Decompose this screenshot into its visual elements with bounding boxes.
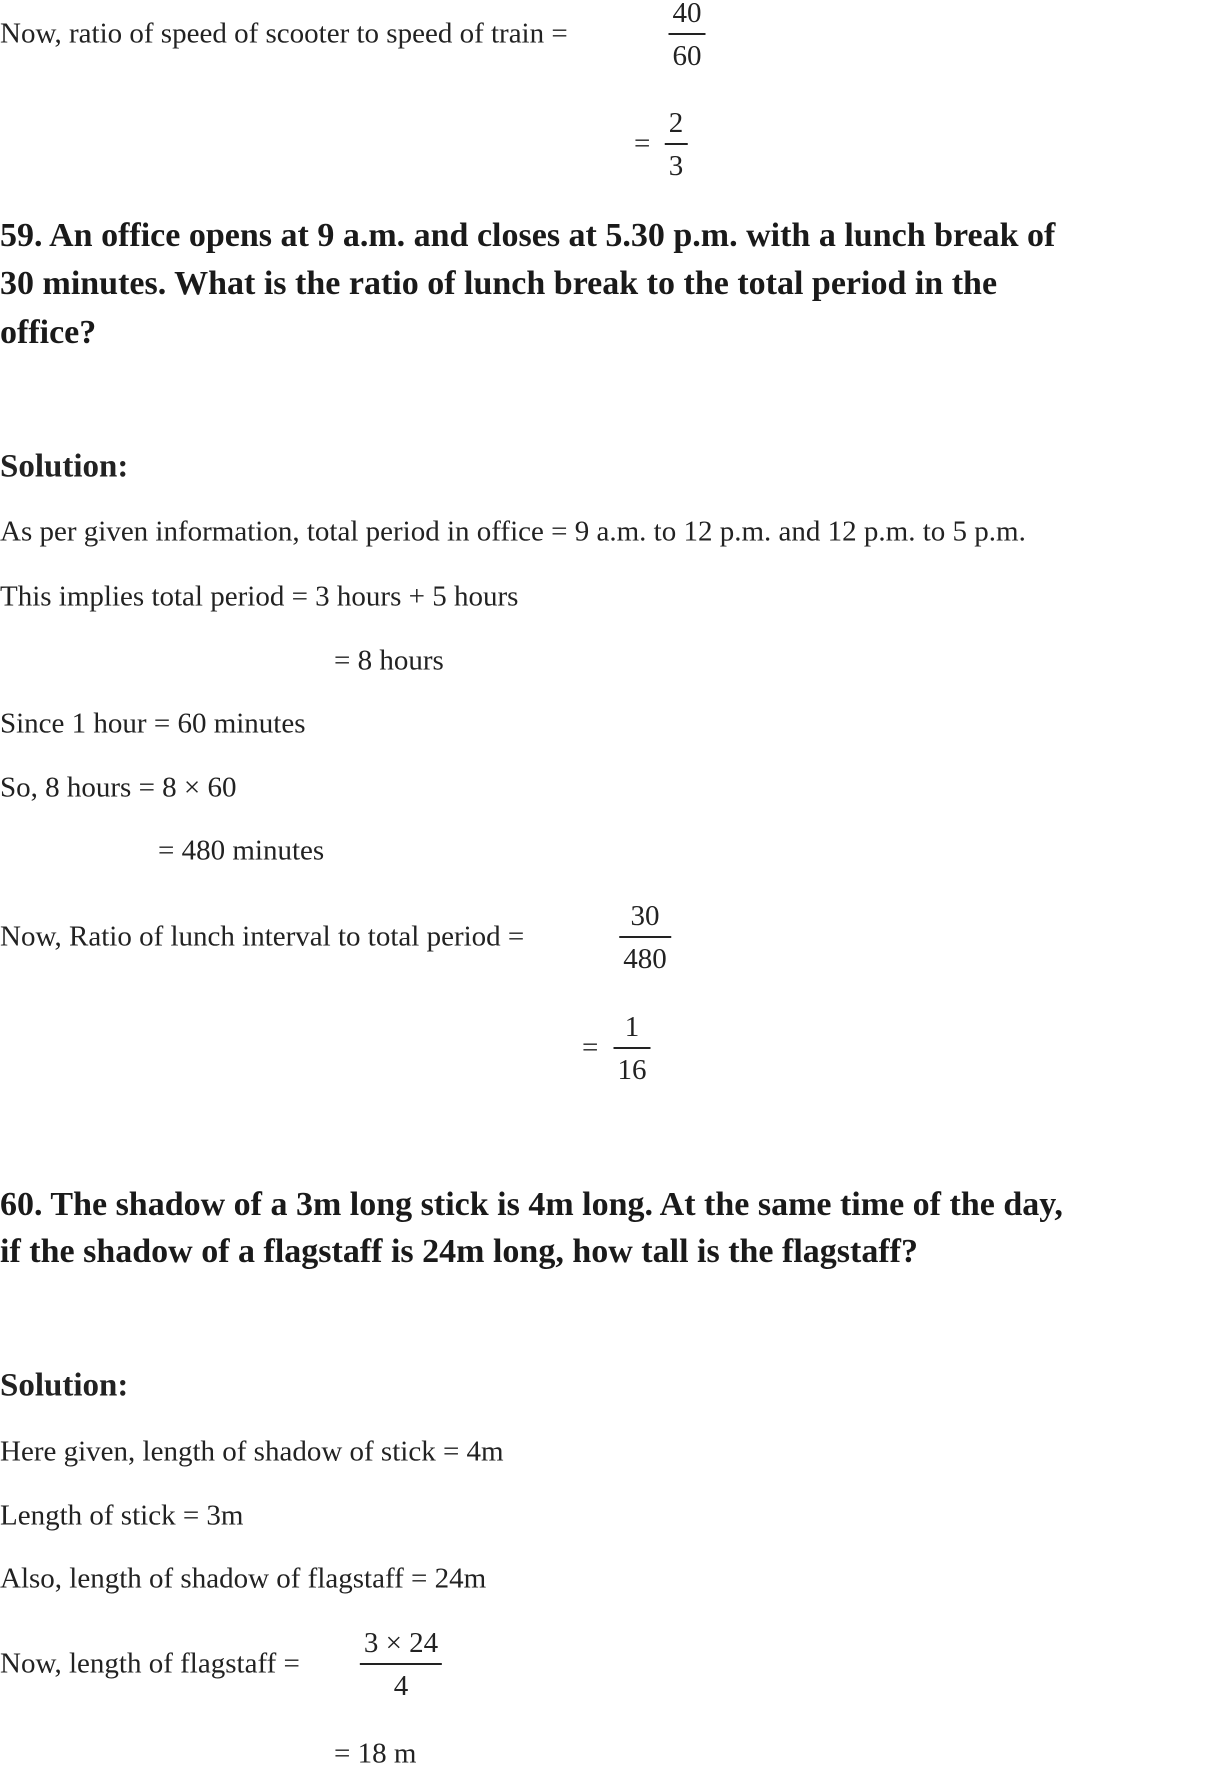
question-60-line-2: if the shadow of a flagstaff is 24m long, how tall is the flagstaff?	[0, 1233, 918, 1270]
solution-line: Here given, length of shadow of stick = 4m	[0, 1435, 504, 1468]
numerator: 2	[668, 107, 684, 139]
solution-line: Also, length of shadow of flagstaff = 24m	[0, 1562, 487, 1595]
fraction-bar	[669, 33, 706, 35]
denominator: 60	[672, 40, 702, 72]
fraction-bar	[619, 936, 671, 938]
denominator: 480	[623, 943, 667, 975]
q58-ratio-line: Now, ratio of speed of scooter to speed of train =	[0, 17, 568, 50]
numerator: 30	[630, 900, 660, 932]
solution-line: Now, length of flagstaff =	[0, 1647, 300, 1680]
solution-line: = 8 hours	[334, 644, 444, 677]
denominator: 3	[668, 150, 684, 182]
solution-line: Now, Ratio of lunch interval to total period =	[0, 920, 525, 953]
solution-heading: Solution:	[0, 448, 129, 485]
fraction-40-60	[669, 0, 706, 71]
fraction-bar	[665, 143, 688, 145]
fraction-1-16	[614, 1013, 651, 1085]
solution-line: This implies total period = 3 hours + 5 hours	[0, 580, 519, 613]
numerator: 3 × 24	[363, 1627, 439, 1659]
question-60-line-1: 60. The shadow of a 3m long stick is 4m long. At the same time of the day,	[0, 1186, 1063, 1223]
question-59-line-2: 30 minutes. What is the ratio of lunch break to the total period in the	[0, 265, 998, 302]
denominator: 16	[617, 1054, 647, 1086]
result-line: = 18 m	[334, 1737, 417, 1770]
question-59-line-3: office?	[0, 314, 97, 351]
solution-line: So, 8 hours = 8 × 60	[0, 771, 237, 804]
solution-line: Since 1 hour = 60 minutes	[0, 707, 306, 740]
solution-line: As per given information, total period in office = 9 a.m. to 12 p.m. and 12 p.m. to 5 p.m.	[0, 515, 1026, 548]
equals-sign: =	[582, 1031, 599, 1064]
question-59-line-1: 59. An office opens at 9 a.m. and closes at 5.30 p.m. with a lunch break of	[0, 217, 1056, 254]
fraction-3x24-4	[360, 1629, 442, 1701]
fraction-30-480	[619, 902, 671, 974]
solution-line: Length of stick = 3m	[0, 1499, 244, 1532]
fraction-bar	[614, 1047, 651, 1049]
equals-sign: =	[634, 127, 651, 160]
denominator: 4	[393, 1670, 409, 1702]
numerator: 1	[624, 1011, 640, 1043]
fraction-2-3	[665, 109, 688, 181]
fraction-bar	[360, 1663, 442, 1665]
solution-heading: Solution:	[0, 1367, 129, 1404]
numerator: 40	[672, 0, 702, 29]
solution-line: = 480 minutes	[158, 834, 325, 867]
